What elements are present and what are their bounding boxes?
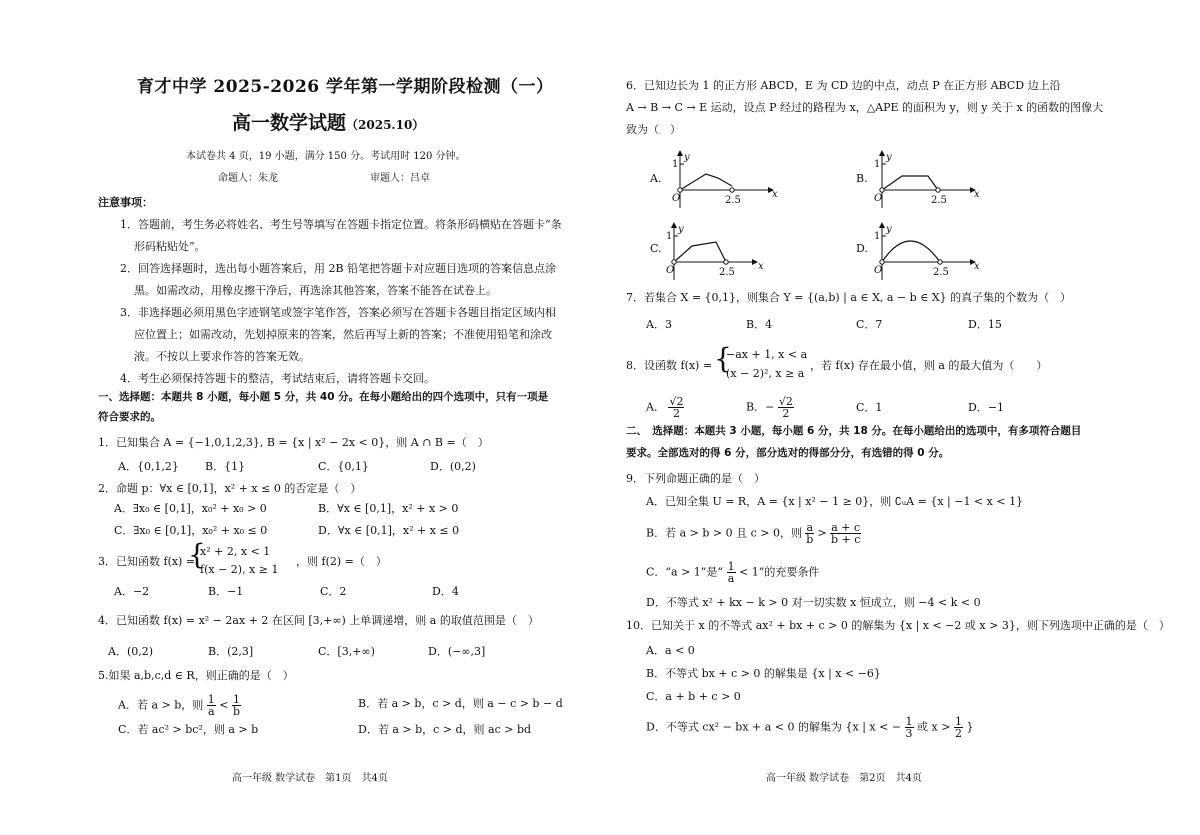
question-6-line-3: 致为（ ）	[626, 123, 681, 136]
notice-line: 形码粘贴处”。	[134, 240, 206, 253]
x-tick-label: 2.5	[725, 195, 741, 206]
fraction-numerator: √2	[669, 395, 684, 408]
exam-info: 本试卷共 4 页，19 小题，满分 150 分。考试用时 120 分钟。	[186, 151, 466, 162]
exam-reviewer: 审题人：吕卓	[370, 173, 430, 184]
q7-option-a: A．3	[646, 318, 672, 331]
fraction-denominator: 2	[672, 407, 680, 420]
section-1-heading: 一、选择题：本题共 8 小题，每小题 5 分，共 40 分。在每小题给出的四个选项中，只有一项是	[98, 391, 549, 403]
exam-subtitle: 高一数学试题	[232, 112, 347, 134]
q10-option-d	[646, 716, 973, 739]
fraction-numerator: √2	[778, 395, 793, 408]
fraction-denominator: 2	[954, 727, 962, 740]
exam-author: 命题人：朱龙	[218, 173, 278, 184]
option-text: B．若 a > b > 0 且 c > 0，则	[646, 526, 802, 540]
fraction	[954, 716, 963, 739]
question-7-stem: 7．若集合 X = {0,1}，则集合 Y = {(a,b) | a ∈ X, a − b ∈ X} 的真子集的个数为（ ）	[626, 291, 1072, 304]
question-10-stem: 10．已知关于 x 的不等式 ax² + bx + c > 0 的解集为 {x | x < −2 或 x > 3}，则下列选项中正确的是（ ）	[626, 619, 1170, 632]
function-curve	[680, 174, 732, 190]
notice-line: 1．答题前，考生务必将姓名、考生号等填写在答题卡指定位置。将条形码横贴在答题卡“条	[120, 218, 562, 231]
q1-option-d: D．(0,2)	[430, 460, 476, 473]
open-point	[730, 188, 734, 192]
q8-case-1: −ax + 1, x < a	[726, 348, 808, 361]
open-point	[724, 260, 728, 264]
q7-option-b: B．4	[746, 318, 773, 331]
q2-option-b: B．∀x ∈ [0,1]，x² + x > 0	[318, 502, 459, 515]
y-axis-label: y	[886, 152, 892, 163]
question-1-stem: 1．已知集合 A = {−1,0,1,2,3}, B = {x | x² − 2x < 0}，则 A ∩ B =（ ）	[98, 436, 489, 449]
fraction-denominator: b	[232, 705, 240, 718]
q6-graph-a-plot	[648, 150, 778, 212]
fraction-numerator: 1	[232, 693, 240, 706]
fraction-numerator: a	[806, 521, 814, 534]
section-2-heading: 二、 选择题：本题共 3 小题，每小题 6 分，共 18 分。在每小题给出的选项中，有多项符合题目	[626, 425, 1082, 437]
exam-page-2	[600, 0, 1200, 835]
greater-than-sign: >	[817, 526, 827, 540]
x-tick-label: 2.5	[931, 195, 947, 206]
section-1-heading-cont: 符合要求的。	[98, 411, 161, 423]
q10-option-b: B．不等式 bx + c > 0 的解集是 {x | x < −6}	[646, 667, 881, 680]
function-curve	[674, 242, 726, 262]
q10-option-a: A．a < 0	[646, 644, 695, 657]
fraction	[727, 561, 736, 584]
q3-case-2: f(x − 2), x ≥ 1	[200, 563, 279, 576]
question-6-line-1: 6．已知边长为 1 的正方形 ABCD，E 为 CD 边的中点，动点 P 在正方形 ABCD 边上沿	[626, 79, 1061, 92]
fraction-numerator: 1	[207, 693, 215, 706]
y-axis-arrow	[671, 222, 677, 228]
origin-label: O	[666, 265, 675, 276]
open-point	[936, 188, 940, 192]
q3-stem-end: ，则 f(2) =（ ）	[296, 555, 387, 568]
option-text: < 1”的充要条件	[739, 565, 820, 579]
q4-option-b: B．(2,3]	[208, 645, 254, 658]
graph-option-label: A.	[650, 172, 662, 185]
y-axis-arrow	[677, 150, 683, 156]
question-8-stem: 8．设函数 f(x) =	[626, 359, 713, 372]
y-axis-arrow	[879, 150, 885, 156]
fraction-denominator: b	[806, 533, 814, 546]
question-2-stem: 2．命题 p：∀x ∈ [0,1]，x² + x ≤ 0 的否定是（ ）	[98, 482, 362, 495]
page-footer: 高一年级 数学试卷 第1页 共4页	[232, 773, 388, 784]
fraction-denominator: a	[727, 572, 735, 585]
section-2-heading-cont: 要求。全部选对的得 6 分，部分选对的得部分分，有选错的得 0 分。	[626, 447, 950, 459]
option-text: C．“a > 1”是“	[646, 565, 724, 579]
option-label: B．−	[746, 400, 775, 414]
q9-option-b	[646, 522, 861, 545]
x-tick-label: 2.5	[933, 267, 949, 278]
x-axis-label: x	[758, 261, 764, 272]
option-text: }	[966, 720, 974, 734]
y-tick-label: 1	[874, 159, 881, 170]
q3-brace: {	[188, 538, 206, 571]
fraction-denominator: b + c	[831, 533, 861, 546]
q5-option-c: C．若 ac² > bc²，则 a > b	[118, 723, 259, 736]
graph-option-label: D.	[856, 242, 868, 255]
exam-date: （2025.10）	[346, 118, 425, 132]
notice-line: 2．回答选择题时，选出每小题答案后，用 2B 铅笔把答题卡对应题目选项的答案信息点涂	[120, 262, 557, 275]
q7-option-c: C．7	[856, 318, 883, 331]
q5-option-a	[118, 694, 241, 717]
q8-stem-end: ，若 f(x) 存在最小值，则 a 的最大值为（ ）	[810, 359, 1048, 372]
question-5-stem: 5.如果 a,b,c,d ∈ R，则正确的是（ ）	[98, 669, 294, 682]
q5-option-d: D．若 a > b，c > d，则 ac > bd	[358, 723, 532, 736]
question-6-line-2: A → B → C → E 运动，设点 P 经过的路程为 x，△APE 的面积为 y，则 y 关于 x 的函数的图像大	[626, 101, 1104, 114]
q6-graph-d	[854, 222, 984, 284]
q1-option-b: B．{1}	[205, 460, 246, 473]
notice-line: 液。不按以上要求作答的答案无效。	[134, 350, 310, 363]
q8-brace: {	[714, 342, 732, 375]
question-3-stem: 3．已知函数 f(x) =	[98, 555, 196, 568]
q2-option-d: D．∀x ∈ [0,1]，x² + x ≤ 0	[318, 524, 460, 537]
q3-option-d: D．4	[432, 585, 459, 598]
q4-option-c: C．[3,+∞)	[318, 645, 375, 658]
q9-option-a: A．已知全集 U = R，A = {x | x² − 1 ≥ 0}，则 ∁ᵤA = {x | −1 < x < 1}	[646, 495, 1024, 508]
fraction-denominator: 2	[782, 407, 790, 420]
q5-option-a-text: A．若 a > b，则	[118, 698, 204, 712]
exam-subtitle-wrap	[232, 112, 425, 134]
option-text: 或 x >	[917, 720, 951, 734]
notice-line: 3．非选择题必须用黑色字迹钢笔或签字笔作答，答案必须写在答题卡各题目指定区域内相	[120, 306, 556, 319]
q6-graph-a	[648, 150, 778, 212]
origin-label: O	[874, 193, 883, 204]
q1-option-a: A．{0,1,2}	[118, 460, 179, 473]
q4-option-d: D．(−∞,3]	[428, 645, 486, 658]
q1-option-c: C．{0,1}	[318, 460, 369, 473]
q10-option-c: C．a + b + c > 0	[646, 690, 741, 703]
question-4-stem: 4．已知函数 f(x) = x² − 2ax + 2 在区间 [3,+∞) 上单调递增，则 a 的取值范围是（ ）	[98, 614, 539, 627]
fraction	[805, 522, 814, 545]
x-axis-label: x	[974, 261, 980, 272]
fraction-denominator: 3	[905, 727, 913, 740]
q4-option-a: A．(0,2)	[108, 645, 154, 658]
graph-option-label: B.	[856, 172, 868, 185]
q5-option-b: B．若 a > b，c > d，则 a − c > b − d	[358, 697, 563, 710]
fraction	[668, 396, 684, 419]
q8-option-d: D．−1	[968, 401, 1005, 414]
y-axis-arrow	[879, 222, 885, 228]
function-curve	[882, 241, 940, 262]
notice-line: 应位置上；如需改动，先划掉原来的答案，然后再写上新的答案；不准使用铅笔和涂改	[134, 328, 552, 341]
fraction-numerator: 1	[954, 715, 962, 728]
graph-option-label: C.	[650, 242, 662, 255]
q6-graph-b	[854, 150, 984, 212]
q3-option-c: C．2	[320, 585, 347, 598]
open-point	[938, 260, 942, 264]
q8-option-a	[646, 396, 684, 419]
page-footer: 高一年级 数学试卷 第2页 共4页	[766, 773, 922, 784]
q6-graph-c	[648, 222, 778, 284]
q9-option-c	[646, 561, 819, 584]
y-tick-label: 1	[672, 159, 679, 170]
y-axis-label: y	[678, 224, 684, 235]
fraction	[232, 694, 241, 717]
fraction	[830, 522, 861, 545]
option-label: A．	[646, 400, 665, 414]
q8-option-b	[746, 396, 794, 419]
fraction-numerator: a + c	[831, 521, 861, 534]
x-axis-label: x	[772, 189, 778, 200]
notice-heading: 注意事项：	[98, 196, 153, 209]
q2-option-a: A．∃x₀ ∈ [0,1]，x₀² + x₀ > 0	[114, 502, 267, 515]
fraction-numerator: 1	[727, 560, 735, 573]
q8-case-2: (x − 2)², x ≥ a	[726, 367, 805, 380]
origin-label: O	[672, 193, 681, 204]
fraction	[207, 694, 216, 717]
x-axis-label: x	[974, 189, 980, 200]
notice-line: 黑。如需改动，用橡皮擦干净后，再选涂其他答案，答案不能答在试卷上。	[134, 284, 497, 297]
origin-label: O	[874, 265, 883, 276]
y-axis-label: y	[684, 152, 690, 163]
option-text: D．不等式 cx² − bx + a < 0 的解集为 {x | x < −	[646, 720, 902, 734]
question-9-stem: 9．下列命题正确的是（ ）	[626, 472, 765, 485]
q7-option-d: D．15	[968, 318, 1002, 331]
y-tick-label: 1	[666, 231, 673, 242]
function-curve	[882, 176, 938, 190]
notice-line: 4．考生必须保持答题卡的整洁，考试结束后，请将答题卡交回。	[120, 372, 435, 385]
fraction-numerator: 1	[905, 715, 913, 728]
q3-option-b: B．−1	[208, 585, 244, 598]
fraction-denominator: a	[207, 705, 215, 718]
q9-option-d: D．不等式 x² + kx − k > 0 对一切实数 x 恒成立，则 −4 < k < 0	[646, 596, 981, 609]
fraction	[778, 396, 794, 419]
y-axis-label: y	[886, 224, 892, 235]
q3-option-a: A．−2	[114, 585, 150, 598]
q2-option-c: C．∃x₀ ∈ [0,1]，x₀² + x₀ ≤ 0	[114, 524, 268, 537]
q8-option-c: C．1	[856, 401, 883, 414]
less-than-sign: <	[219, 698, 229, 712]
y-tick-label: 1	[874, 231, 881, 242]
q3-case-1: x² + 2, x < 1	[200, 545, 271, 558]
exam-title: 育才中学 2025-2026 学年第一学期阶段检测（一）	[137, 77, 554, 97]
x-tick-label: 2.5	[719, 267, 735, 278]
fraction	[905, 716, 914, 739]
